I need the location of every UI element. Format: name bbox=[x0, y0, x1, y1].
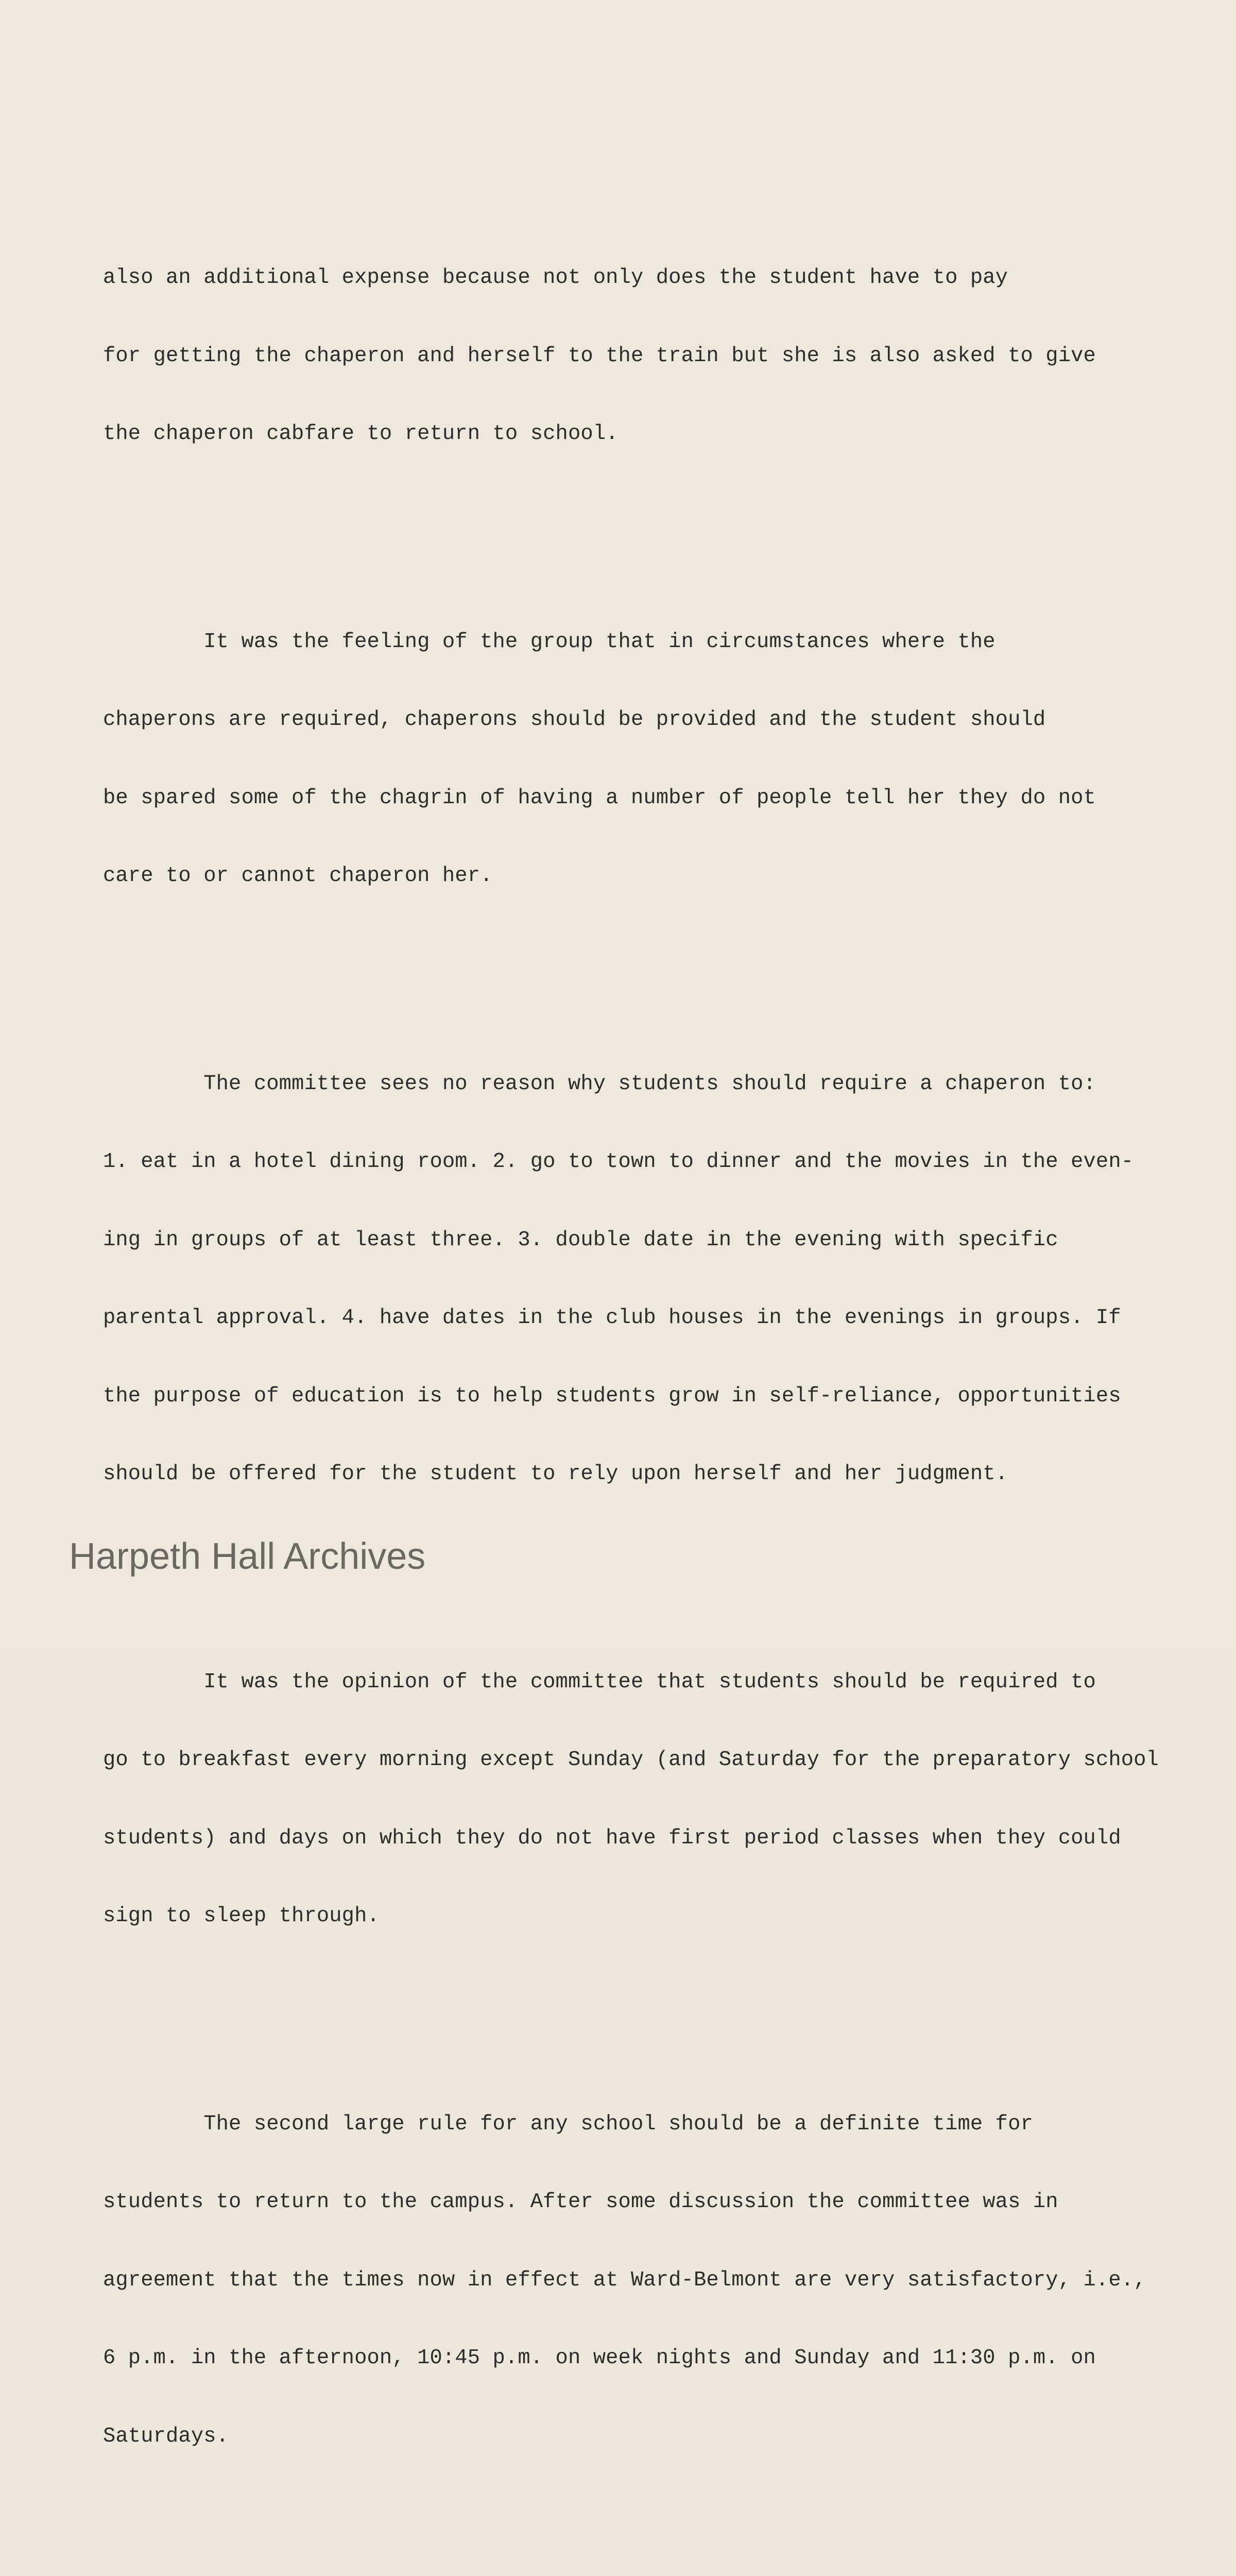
text-line: parental approval. 4. have dates in the club houses in the evenings in groups. If bbox=[103, 1306, 1121, 1330]
text-line: chaperons are required, chaperons should be provided and the student should bbox=[103, 708, 1046, 732]
text-line: 6 p.m. in the afternoon, 10:45 p.m. on week nights and Sunday and 11:30 p.m. on bbox=[103, 2346, 1096, 2370]
typed-text-body bbox=[103, 161, 1174, 2576]
text-line: should be offered for the student to rely upon herself and her judgment. bbox=[103, 1462, 1008, 1486]
text-line: It was the opinion of the committee that students should be required to bbox=[103, 1670, 1096, 1694]
paragraph-5 bbox=[103, 2059, 1174, 2502]
text-line: 1. eat in a hotel dining room. 2. go to town to dinner and the movies in the even- bbox=[103, 1150, 1134, 1174]
paragraph-4 bbox=[103, 1617, 1174, 1981]
text-line: The second large rule for any school should be a definite time for bbox=[103, 2112, 1033, 2136]
text-line: the chaperon cabfare to return to school. bbox=[103, 422, 619, 446]
text-line: care to or cannot chaperon her. bbox=[103, 864, 493, 888]
paragraph-2 bbox=[103, 577, 1174, 941]
text-line: students) and days on which they do not have first period classes when they could bbox=[103, 1826, 1121, 1850]
text-line: the purpose of education is to help students grow in self-reliance, opportunities bbox=[103, 1384, 1121, 1408]
paragraph-3 bbox=[103, 1019, 1174, 1539]
text-line: be spared some of the chagrin of having a number of people tell her they do not bbox=[103, 786, 1096, 810]
text-line: students to return to the campus. After some discussion the committee was in bbox=[103, 2190, 1058, 2214]
text-line: go to breakfast every morning except Sunday (and Saturday for the preparatory school bbox=[103, 1748, 1159, 1772]
text-line: Saturdays. bbox=[103, 2424, 229, 2448]
text-line: agreement that the times now in effect at Ward-Belmont are very satisfactory, i.e., bbox=[103, 2268, 1146, 2292]
text-line: It was the feeling of the group that in circumstances where the bbox=[103, 630, 995, 654]
text-line: sign to sleep through. bbox=[103, 1904, 380, 1928]
archive-watermark: Harpeth Hall Archives bbox=[69, 1536, 426, 1577]
paragraph-1 bbox=[103, 213, 1174, 499]
text-line: The committee sees no reason why students should require a chaperon to: bbox=[103, 1072, 1096, 1096]
text-line: ing in groups of at least three. 3. double date in the evening with specific bbox=[103, 1228, 1058, 1252]
text-line: also an additional expense because not only does the student have to pay bbox=[103, 266, 1008, 290]
text-line: for getting the chaperon and herself to the train but she is also asked to give bbox=[103, 344, 1096, 368]
